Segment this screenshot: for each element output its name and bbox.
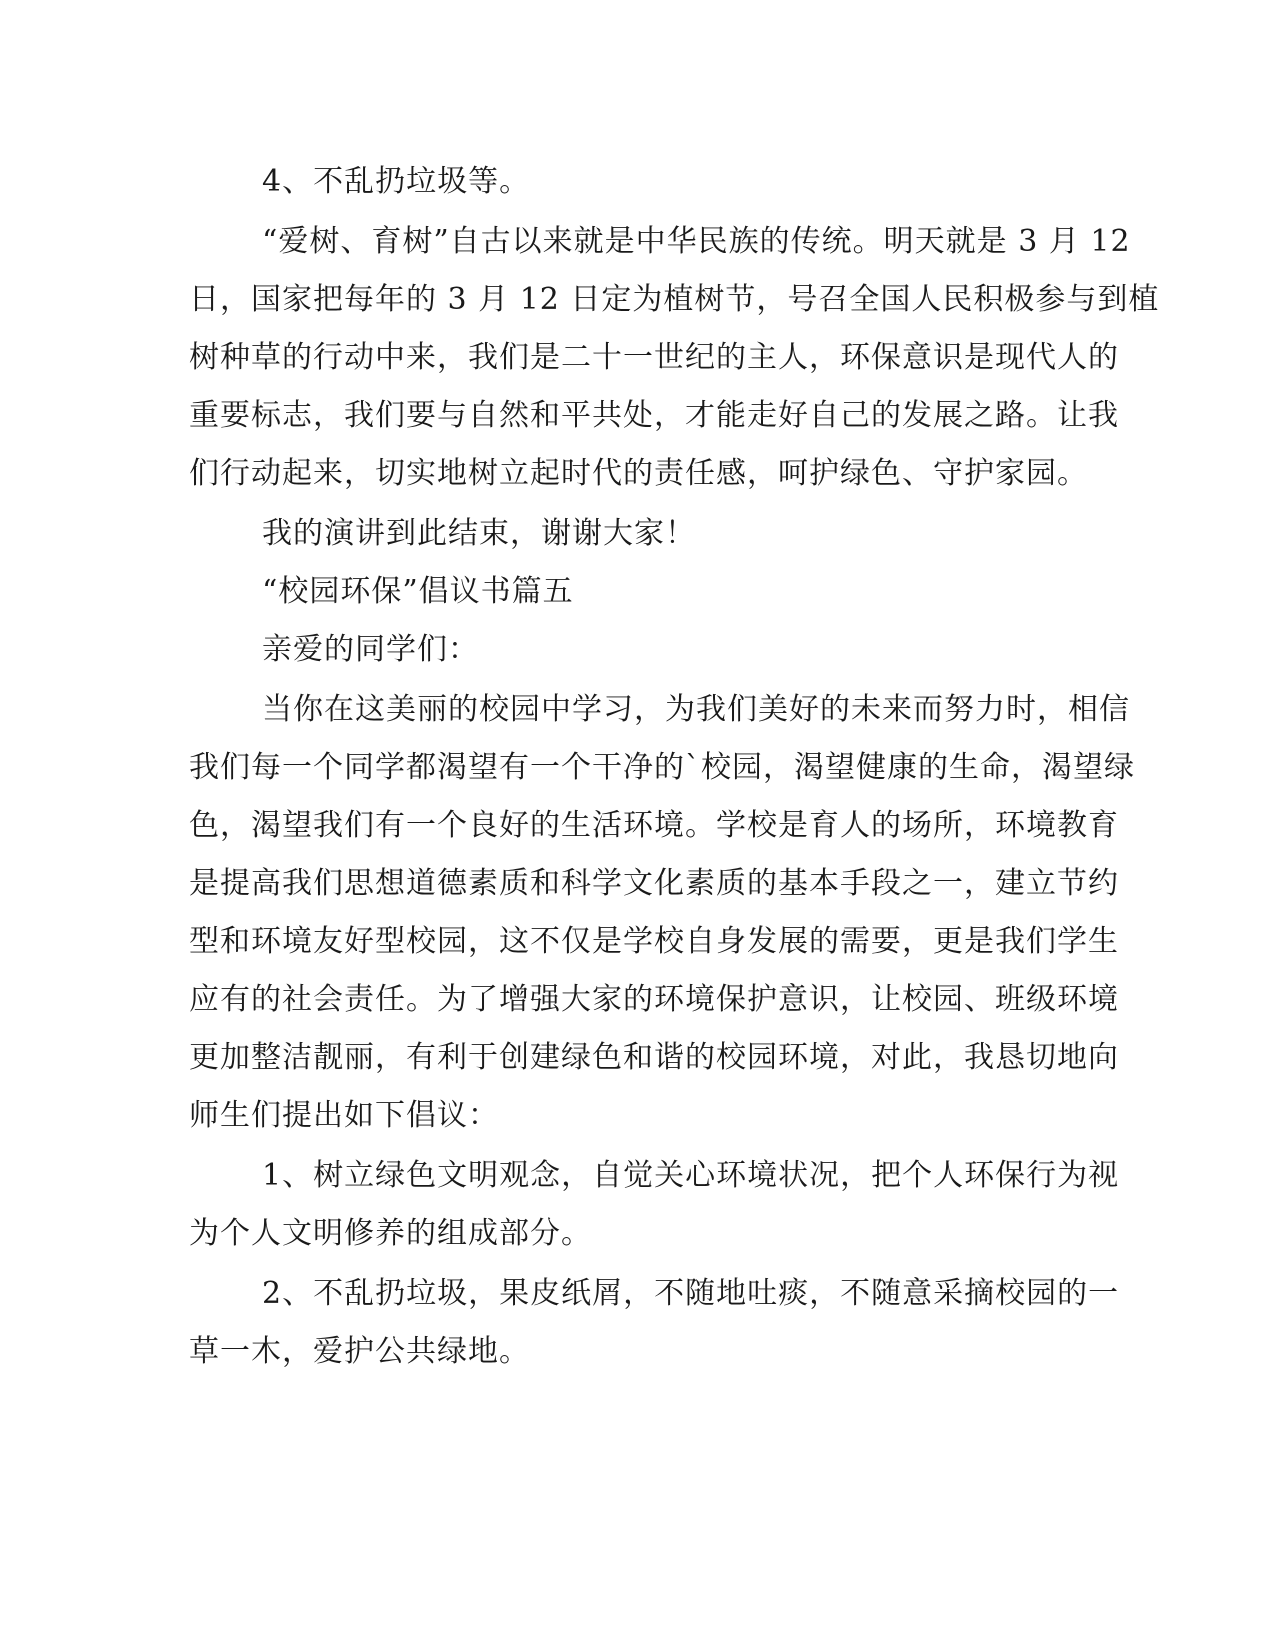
paragraph-line: 重要标志，我们要与自然和平共处，才能走好自己的发展之路。让我 [189, 398, 1119, 433]
paragraph-line: 色，渴望我们有一个良好的生活环境。学校是育人的场所，环境教育 [189, 808, 1119, 843]
paragraph-line: 日，国家把每年的 3 月 12 日定为植树节，号召全国人民积极参与到植 [189, 282, 1160, 317]
paragraph-line: 应有的社会责任。为了增强大家的环境保护意识，让校园、班级环境 [189, 982, 1119, 1017]
list-item-1: 1、树立绿色文明观念，自觉关心环境状况，把个人环保行为视 [262, 1158, 1120, 1193]
list-item-2-cont: 草一木，爱护公共绿地。 [189, 1334, 530, 1369]
list-item-1-cont: 为个人文明修养的组成部分。 [189, 1216, 592, 1251]
paragraph-line: 树种草的行动中来，我们是二十一世纪的主人，环保意识是现代人的 [189, 340, 1119, 375]
salutation: 亲爱的同学们： [262, 632, 479, 667]
section-heading: “校园环保”倡议书篇五 [262, 574, 574, 609]
paragraph-line: “爱树、育树”自古以来就是中华民族的传统。明天就是 3 月 12 [262, 224, 1131, 259]
paragraph-line: 型和环境友好型校园，这不仅是学校自身发展的需要，更是我们学生 [189, 924, 1119, 959]
paragraph-line: 是提高我们思想道德素质和科学文化素质的基本手段之一，建立节约 [189, 866, 1119, 901]
list-item-4: 4、不乱扔垃圾等。 [262, 164, 531, 199]
closing-line: 我的演讲到此结束，谢谢大家！ [262, 516, 696, 551]
list-item-2: 2、不乱扔垃圾，果皮纸屑，不随地吐痰，不随意采摘校园的一 [262, 1276, 1120, 1311]
paragraph-line: 师生们提出如下倡议： [189, 1098, 499, 1133]
paragraph-line: 当你在这美丽的校园中学习，为我们美好的未来而努力时，相信 [262, 692, 1130, 727]
paragraph-line: 们行动起来，切实地树立起时代的责任感，呵护绿色、守护家园。 [189, 456, 1088, 491]
paragraph-line: 我们每一个同学都渴望有一个干净的`校园，渴望健康的生命，渴望绿 [189, 750, 1135, 785]
paragraph-line: 更加整洁靓丽，有利于创建绿色和谐的校园环境，对此，我恳切地向 [189, 1040, 1119, 1075]
